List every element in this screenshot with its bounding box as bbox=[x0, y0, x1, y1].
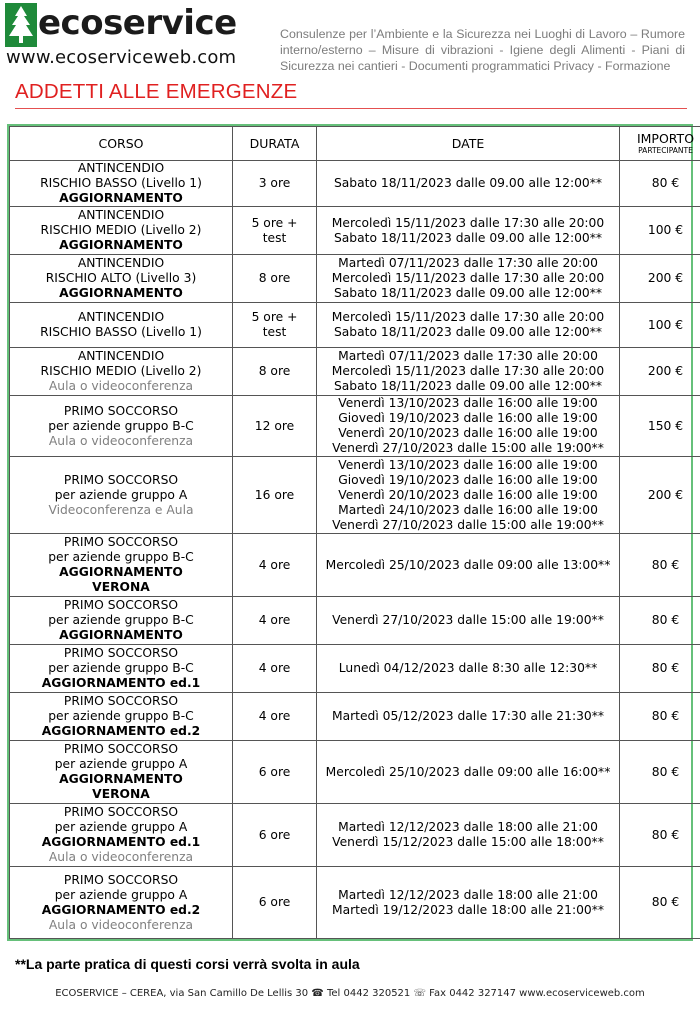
cell-importo: 200 € bbox=[620, 255, 700, 303]
cell-date bbox=[317, 161, 620, 207]
cell-date bbox=[317, 597, 620, 645]
footnote: **La parte pratica di questi corsi verrà svolta in aula bbox=[15, 956, 360, 972]
cell-corso bbox=[10, 255, 233, 303]
cell-corso bbox=[10, 457, 233, 534]
date-line: Venerdì 13/10/2023 dalle 16:00 alle 19:00 bbox=[338, 396, 598, 410]
cell-importo: 80 € bbox=[620, 804, 700, 867]
cell-corso bbox=[10, 741, 233, 804]
date-line: Martedì 24/10/2023 dalle 16:00 alle 19:00 bbox=[338, 502, 598, 517]
cell-date bbox=[317, 255, 620, 303]
date-line: Venerdì 15/12/2023 dalle 15:00 alle 18:00** bbox=[332, 835, 604, 849]
cell-corso bbox=[10, 645, 233, 693]
corso-line: AGGIORNAMENTO bbox=[59, 238, 183, 252]
corso-line: AGGIORNAMENTO ed.1 bbox=[41, 676, 201, 690]
corso-line: ANTINCENDIO bbox=[77, 161, 165, 175]
cell-durata bbox=[233, 867, 317, 939]
corso-line: PRIMO SOCCORSO bbox=[63, 805, 179, 819]
date-line: Mercoledì 15/11/2023 dalle 17:30 alle 20:00 bbox=[331, 271, 605, 285]
header-date: DATE bbox=[317, 127, 620, 161]
cell-importo: 100 € bbox=[620, 207, 700, 255]
cell-corso bbox=[10, 693, 233, 741]
date-line: Martedì 19/12/2023 dalle 18:00 alle 21:00** bbox=[331, 902, 605, 917]
table-row bbox=[10, 741, 700, 804]
page-footer: ECOSERVICE – CEREA, via San Camillo De Lellis 30 ☎ Tel 0442 320521 ☏ Fax 0442 327147 www.ecoserviceweb.com bbox=[55, 988, 645, 999]
corso-line: AGGIORNAMENTO bbox=[59, 772, 183, 786]
date-line: Martedì 05/12/2023 dalle 17:30 alle 21:30** bbox=[331, 709, 605, 723]
durata-line: test bbox=[262, 325, 287, 339]
cell-durata bbox=[233, 597, 317, 645]
cell-date bbox=[317, 804, 620, 867]
durata-line: 4 ore bbox=[258, 709, 291, 723]
corso-line: Videoconferenza e Aula bbox=[48, 502, 194, 517]
durata-line: 3 ore bbox=[258, 176, 291, 190]
corso-line: AGGIORNAMENTO bbox=[59, 628, 183, 642]
corso-line: RISCHIO MEDIO (Livello 2) bbox=[40, 364, 202, 378]
table-row bbox=[10, 534, 700, 597]
cell-corso bbox=[10, 867, 233, 939]
table-row bbox=[10, 645, 700, 693]
logo-name: ecoservice bbox=[38, 3, 237, 43]
corso-line: ANTINCENDIO bbox=[77, 208, 165, 222]
cell-durata bbox=[233, 741, 317, 804]
corso-line: AGGIORNAMENTO ed.2 bbox=[41, 724, 201, 738]
table-row bbox=[10, 867, 700, 939]
durata-line: 8 ore bbox=[258, 271, 291, 285]
cell-date bbox=[317, 457, 620, 534]
cell-importo: 80 € bbox=[620, 645, 700, 693]
date-line: Mercoledì 15/11/2023 dalle 17:30 alle 20:00 bbox=[331, 364, 605, 378]
cell-corso bbox=[10, 534, 233, 597]
corso-line: VERONA bbox=[92, 787, 150, 801]
cell-importo: 150 € bbox=[620, 396, 700, 457]
corso-line: RISCHIO MEDIO (Livello 2) bbox=[40, 223, 202, 237]
cell-date bbox=[317, 348, 620, 396]
date-line: Lunedì 04/12/2023 dalle 8:30 alle 12:30** bbox=[338, 661, 598, 675]
corso-line: per aziende gruppo A bbox=[54, 820, 188, 834]
date-line: Sabato 18/11/2023 dalle 09.00 alle 12:00** bbox=[333, 176, 603, 190]
durata-line: 16 ore bbox=[254, 487, 295, 502]
corso-line: per aziende gruppo B-C bbox=[48, 613, 194, 627]
durata-line: test bbox=[262, 230, 287, 245]
title-divider bbox=[15, 108, 687, 109]
date-line: Mercoledì 15/11/2023 dalle 17:30 alle 20:00 bbox=[331, 310, 605, 324]
table-row bbox=[10, 804, 700, 867]
header-importo bbox=[620, 127, 700, 161]
cell-date bbox=[317, 741, 620, 804]
date-line: Venerdì 20/10/2023 dalle 16:00 alle 19:00 bbox=[338, 487, 598, 502]
cell-corso bbox=[10, 303, 233, 348]
cell-durata bbox=[233, 534, 317, 597]
corso-line: RISCHIO BASSO (Livello 1) bbox=[40, 325, 202, 339]
date-line: Martedì 12/12/2023 dalle 18:00 alle 21:00 bbox=[338, 820, 598, 834]
cell-durata bbox=[233, 161, 317, 207]
corso-line: PRIMO SOCCORSO bbox=[63, 403, 179, 418]
corso-line: PRIMO SOCCORSO bbox=[63, 598, 179, 612]
durata-line: 5 ore + bbox=[251, 215, 298, 230]
corso-line: PRIMO SOCCORSO bbox=[63, 472, 179, 487]
date-line: Martedì 07/11/2023 dalle 17:30 alle 20:00 bbox=[338, 349, 598, 363]
corso-line: AGGIORNAMENTO ed.1 bbox=[41, 835, 201, 849]
date-line: Mercoledì 15/11/2023 dalle 17:30 alle 20:00 bbox=[331, 215, 605, 230]
corso-line: AGGIORNAMENTO bbox=[59, 565, 183, 579]
cell-importo: 80 € bbox=[620, 867, 700, 939]
corso-line: PRIMO SOCCORSO bbox=[63, 694, 179, 708]
cell-importo: 80 € bbox=[620, 693, 700, 741]
date-line: Sabato 18/11/2023 dalle 09.00 alle 12:00** bbox=[333, 379, 603, 393]
date-line: Venerdì 27/10/2023 dalle 15:00 alle 19:00** bbox=[332, 613, 604, 627]
date-line: Martedì 07/11/2023 dalle 17:30 alle 20:00 bbox=[338, 256, 598, 270]
courses-table-frame bbox=[7, 124, 693, 941]
corso-line: Aula o videoconferenza bbox=[48, 379, 194, 393]
durata-line: 6 ore bbox=[258, 827, 291, 842]
durata-line: 4 ore bbox=[258, 613, 291, 627]
corso-line: Aula o videoconferenza bbox=[48, 433, 194, 448]
cell-date bbox=[317, 867, 620, 939]
cell-corso bbox=[10, 161, 233, 207]
cell-corso bbox=[10, 597, 233, 645]
corso-line: AGGIORNAMENTO ed.2 bbox=[41, 902, 201, 917]
cell-durata bbox=[233, 693, 317, 741]
table-row bbox=[10, 396, 700, 457]
table-row bbox=[10, 693, 700, 741]
corso-line: ANTINCENDIO bbox=[77, 310, 165, 324]
durata-line: 5 ore + bbox=[251, 310, 298, 324]
cell-durata bbox=[233, 645, 317, 693]
date-line: Venerdì 27/10/2023 dalle 15:00 alle 19:00** bbox=[332, 517, 604, 532]
header-durata: DURATA bbox=[233, 127, 317, 161]
cell-importo: 80 € bbox=[620, 741, 700, 804]
date-line: Giovedì 19/10/2023 dalle 16:00 alle 19:00 bbox=[338, 472, 598, 487]
corso-line: per aziende gruppo B-C bbox=[48, 661, 194, 675]
cell-durata bbox=[233, 348, 317, 396]
durata-line: 8 ore bbox=[258, 364, 291, 378]
table-row bbox=[10, 207, 700, 255]
cell-date bbox=[317, 207, 620, 255]
cell-importo: 80 € bbox=[620, 161, 700, 207]
durata-line: 4 ore bbox=[258, 557, 291, 572]
corso-line: per aziende gruppo A bbox=[54, 487, 188, 502]
courses-table bbox=[9, 126, 700, 939]
table-header-row bbox=[10, 127, 700, 161]
cell-date bbox=[317, 303, 620, 348]
cell-importo: 80 € bbox=[620, 534, 700, 597]
cell-durata bbox=[233, 804, 317, 867]
date-line: Martedì 12/12/2023 dalle 18:00 alle 21:00 bbox=[338, 887, 598, 902]
corso-line: PRIMO SOCCORSO bbox=[63, 535, 179, 549]
cell-importo: 100 € bbox=[620, 303, 700, 348]
corso-line: PRIMO SOCCORSO bbox=[63, 646, 179, 660]
corso-line: RISCHIO ALTO (Livello 3) bbox=[45, 271, 197, 285]
corso-line: AGGIORNAMENTO bbox=[59, 286, 183, 300]
date-line: Sabato 18/11/2023 dalle 09.00 alle 12:00** bbox=[333, 286, 603, 300]
header-corso: CORSO bbox=[10, 127, 233, 161]
date-line: Giovedì 19/10/2023 dalle 16:00 alle 19:00 bbox=[338, 411, 598, 425]
table-row bbox=[10, 457, 700, 534]
cell-corso bbox=[10, 396, 233, 457]
cell-corso bbox=[10, 348, 233, 396]
corso-line: PRIMO SOCCORSO bbox=[63, 742, 179, 756]
cell-corso bbox=[10, 804, 233, 867]
company-tagline: Consulenze per l’Ambiente e la Sicurezza nei Luoghi di Lavoro – Rumore interno/esterno – Misure di vibrazioni - Igiene degli Alimenti - Piani di Sicurezza nei cantieri - Documenti programmatici Privacy - Formazione bbox=[280, 27, 685, 73]
cell-date bbox=[317, 645, 620, 693]
corso-line: per aziende gruppo A bbox=[54, 887, 188, 902]
cell-durata bbox=[233, 303, 317, 348]
cell-date bbox=[317, 534, 620, 597]
date-line: Venerdì 20/10/2023 dalle 16:00 alle 19:00 bbox=[338, 426, 598, 440]
date-line: Sabato 18/11/2023 dalle 09.00 alle 12:00** bbox=[333, 325, 603, 339]
cell-durata bbox=[233, 457, 317, 534]
table-row bbox=[10, 255, 700, 303]
cell-durata bbox=[233, 207, 317, 255]
corso-line: per aziende gruppo B-C bbox=[48, 418, 194, 433]
cell-importo: 80 € bbox=[620, 597, 700, 645]
corso-line: Aula o videoconferenza bbox=[48, 850, 194, 864]
page-header bbox=[0, 0, 700, 80]
corso-line: ANTINCENDIO bbox=[77, 256, 165, 270]
corso-line: per aziende gruppo A bbox=[54, 757, 188, 771]
table-body bbox=[10, 161, 700, 939]
corso-line: VERONA bbox=[92, 580, 150, 594]
durata-line: 6 ore bbox=[258, 895, 291, 909]
cell-importo: 200 € bbox=[620, 348, 700, 396]
corso-line: RISCHIO BASSO (Livello 1) bbox=[40, 176, 202, 190]
durata-line: 6 ore bbox=[258, 764, 291, 779]
cell-durata bbox=[233, 396, 317, 457]
corso-line: Aula o videoconferenza bbox=[48, 917, 194, 932]
corso-line: PRIMO SOCCORSO bbox=[63, 872, 179, 887]
corso-line: per aziende gruppo B-C bbox=[48, 550, 194, 564]
corso-line: ANTINCENDIO bbox=[77, 349, 165, 363]
page-title: ADDETTI ALLE EMERGENZE bbox=[15, 80, 298, 103]
date-line: Venerdì 27/10/2023 dalle 15:00 alle 19:00** bbox=[332, 441, 604, 455]
table-row bbox=[10, 597, 700, 645]
corso-line: AGGIORNAMENTO bbox=[59, 191, 183, 205]
table-row bbox=[10, 303, 700, 348]
date-line: Venerdì 13/10/2023 dalle 16:00 alle 19:00 bbox=[338, 457, 598, 472]
durata-line: 4 ore bbox=[258, 661, 291, 675]
cell-date bbox=[317, 396, 620, 457]
corso-line: per aziende gruppo B-C bbox=[48, 709, 194, 723]
cell-date bbox=[317, 693, 620, 741]
date-line: Sabato 18/11/2023 dalle 09.00 alle 12:00** bbox=[333, 230, 603, 245]
durata-line: 12 ore bbox=[254, 418, 295, 433]
cell-importo: 200 € bbox=[620, 457, 700, 534]
table-row bbox=[10, 161, 700, 207]
date-line: Mercoledì 25/10/2023 dalle 09:00 alle 13:00** bbox=[325, 557, 611, 572]
tree-icon bbox=[5, 3, 37, 47]
website-link[interactable]: www.ecoserviceweb.com bbox=[6, 47, 237, 68]
cell-durata bbox=[233, 255, 317, 303]
table-row bbox=[10, 348, 700, 396]
header-importo-sub: PARTECIPANTE bbox=[638, 146, 693, 155]
date-line: Mercoledì 25/10/2023 dalle 09:00 alle 16:00** bbox=[325, 764, 611, 779]
cell-corso bbox=[10, 207, 233, 255]
header-importo-label: IMPORTO bbox=[636, 131, 695, 146]
